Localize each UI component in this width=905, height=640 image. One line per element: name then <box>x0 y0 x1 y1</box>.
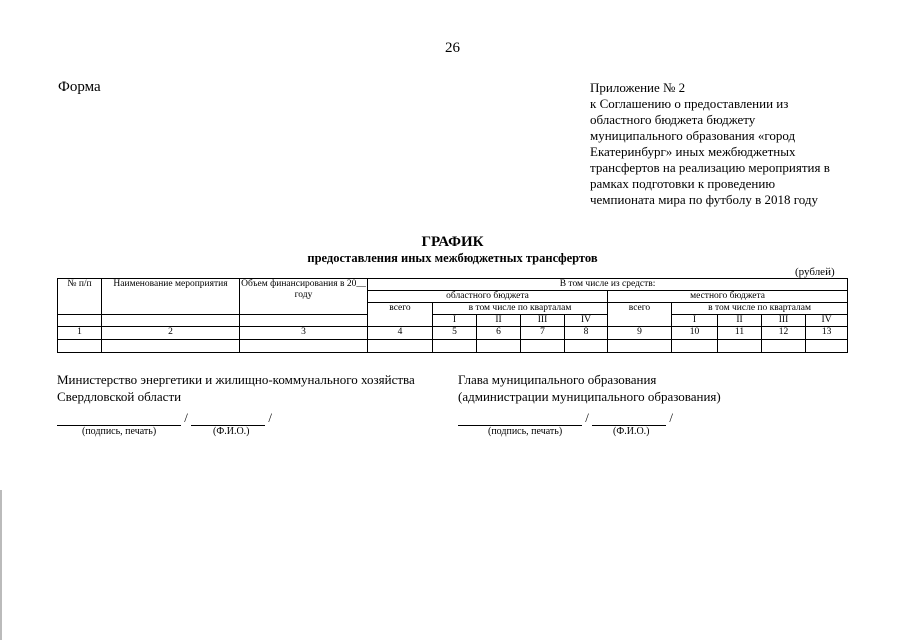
left-signature-line <box>57 410 272 426</box>
appendix-line: областного бюджета бюджету <box>590 112 756 127</box>
slash: / <box>585 410 589 425</box>
table-cell <box>58 340 102 353</box>
table-cell <box>718 340 762 353</box>
header-number: № п/п <box>58 279 102 315</box>
column-number: 5 <box>433 327 477 340</box>
left-signatory <box>57 371 415 405</box>
header-local-quarters: в том числе по кварталам <box>672 303 848 315</box>
table-cell <box>368 340 433 353</box>
table-cell <box>433 340 477 353</box>
document-subtitle: предоставления иных межбюджетных трансфертов <box>307 251 598 265</box>
table-cell <box>565 340 608 353</box>
header-spacer <box>102 315 240 327</box>
column-number: 9 <box>608 327 672 340</box>
table-cell <box>762 340 806 353</box>
header-quarter: IV <box>806 315 848 327</box>
header-event-name: Наименование мероприятия <box>102 279 240 315</box>
appendix-line: Приложение № 2 <box>590 80 686 95</box>
header-regional-quarters: в том числе по кварталам <box>433 303 608 315</box>
table-cell <box>240 340 368 353</box>
right-caption-name: (Ф.И.О.) <box>613 426 650 437</box>
units-label: (рублей) <box>795 266 835 278</box>
appendix-block <box>590 80 890 208</box>
header-sources: В том числе из средств: <box>368 279 848 291</box>
document-title: ГРАФИК <box>421 234 484 250</box>
appendix-line: рамках подготовки к проведению <box>590 176 776 191</box>
column-number: 11 <box>718 327 762 340</box>
right-caption-signature: (подпись, печать) <box>488 426 563 437</box>
appendix-line: чемпионата мира по футболу в 2018 году <box>590 192 818 207</box>
table-cell <box>608 340 672 353</box>
header-regional-budget: областного бюджета <box>368 291 608 303</box>
header-spacer <box>240 315 368 327</box>
left-signatory-line1: Министерство энергетики и жилищно-коммунального хозяйства <box>57 372 415 387</box>
appendix-line: муниципального образования «город <box>590 128 796 143</box>
header-financing-volume: Объем финансирования в 20__ году <box>240 279 368 315</box>
table-cell <box>477 340 521 353</box>
left-signatory-line2: Свердловской области <box>57 389 182 404</box>
header-quarter: IV <box>565 315 608 327</box>
column-number: 10 <box>672 327 718 340</box>
name-underline <box>191 413 265 426</box>
appendix-line: трансфертов на реализацию мероприятия в <box>590 160 830 175</box>
signature-underline <box>57 413 181 426</box>
form-label: Форма <box>58 79 101 95</box>
column-number: 2 <box>102 327 240 340</box>
left-caption-signature: (подпись, печать) <box>82 426 157 437</box>
appendix-line: Екатеринбург» иных межбюджетных <box>590 144 796 159</box>
column-number: 1 <box>58 327 102 340</box>
header-quarter: III <box>521 315 565 327</box>
signature-underline <box>458 413 582 426</box>
name-underline <box>592 413 666 426</box>
page-number: 26 <box>445 40 460 56</box>
column-number: 8 <box>565 327 608 340</box>
slash: / <box>184 410 188 425</box>
column-number: 13 <box>806 327 848 340</box>
header-quarter: I <box>433 315 477 327</box>
header-regional-total: всего <box>368 303 433 327</box>
table-row <box>58 340 848 353</box>
schedule-table <box>57 278 848 353</box>
header-spacer <box>58 315 102 327</box>
column-number: 7 <box>521 327 565 340</box>
slash: / <box>669 410 673 425</box>
table-cell <box>672 340 718 353</box>
right-signature-line <box>458 410 673 426</box>
header-quarter: I <box>672 315 718 327</box>
scan-edge-divider <box>0 490 2 640</box>
table-cell <box>102 340 240 353</box>
column-number: 3 <box>240 327 368 340</box>
header-quarter: II <box>718 315 762 327</box>
header-quarter: III <box>762 315 806 327</box>
right-signatory-line1: Глава муниципального образования <box>458 372 657 387</box>
column-number: 6 <box>477 327 521 340</box>
table-cell <box>521 340 565 353</box>
header-local-budget: местного бюджета <box>608 291 848 303</box>
right-signatory <box>458 371 721 405</box>
appendix-line: к Соглашению о предоставлении из <box>590 96 789 111</box>
table-cell <box>806 340 848 353</box>
header-quarter: II <box>477 315 521 327</box>
slash: / <box>268 410 272 425</box>
right-signatory-line2: (администрации муниципального образования) <box>458 389 721 404</box>
column-number: 4 <box>368 327 433 340</box>
left-caption-name: (Ф.И.О.) <box>213 426 250 437</box>
column-number: 12 <box>762 327 806 340</box>
header-local-total: всего <box>608 303 672 327</box>
